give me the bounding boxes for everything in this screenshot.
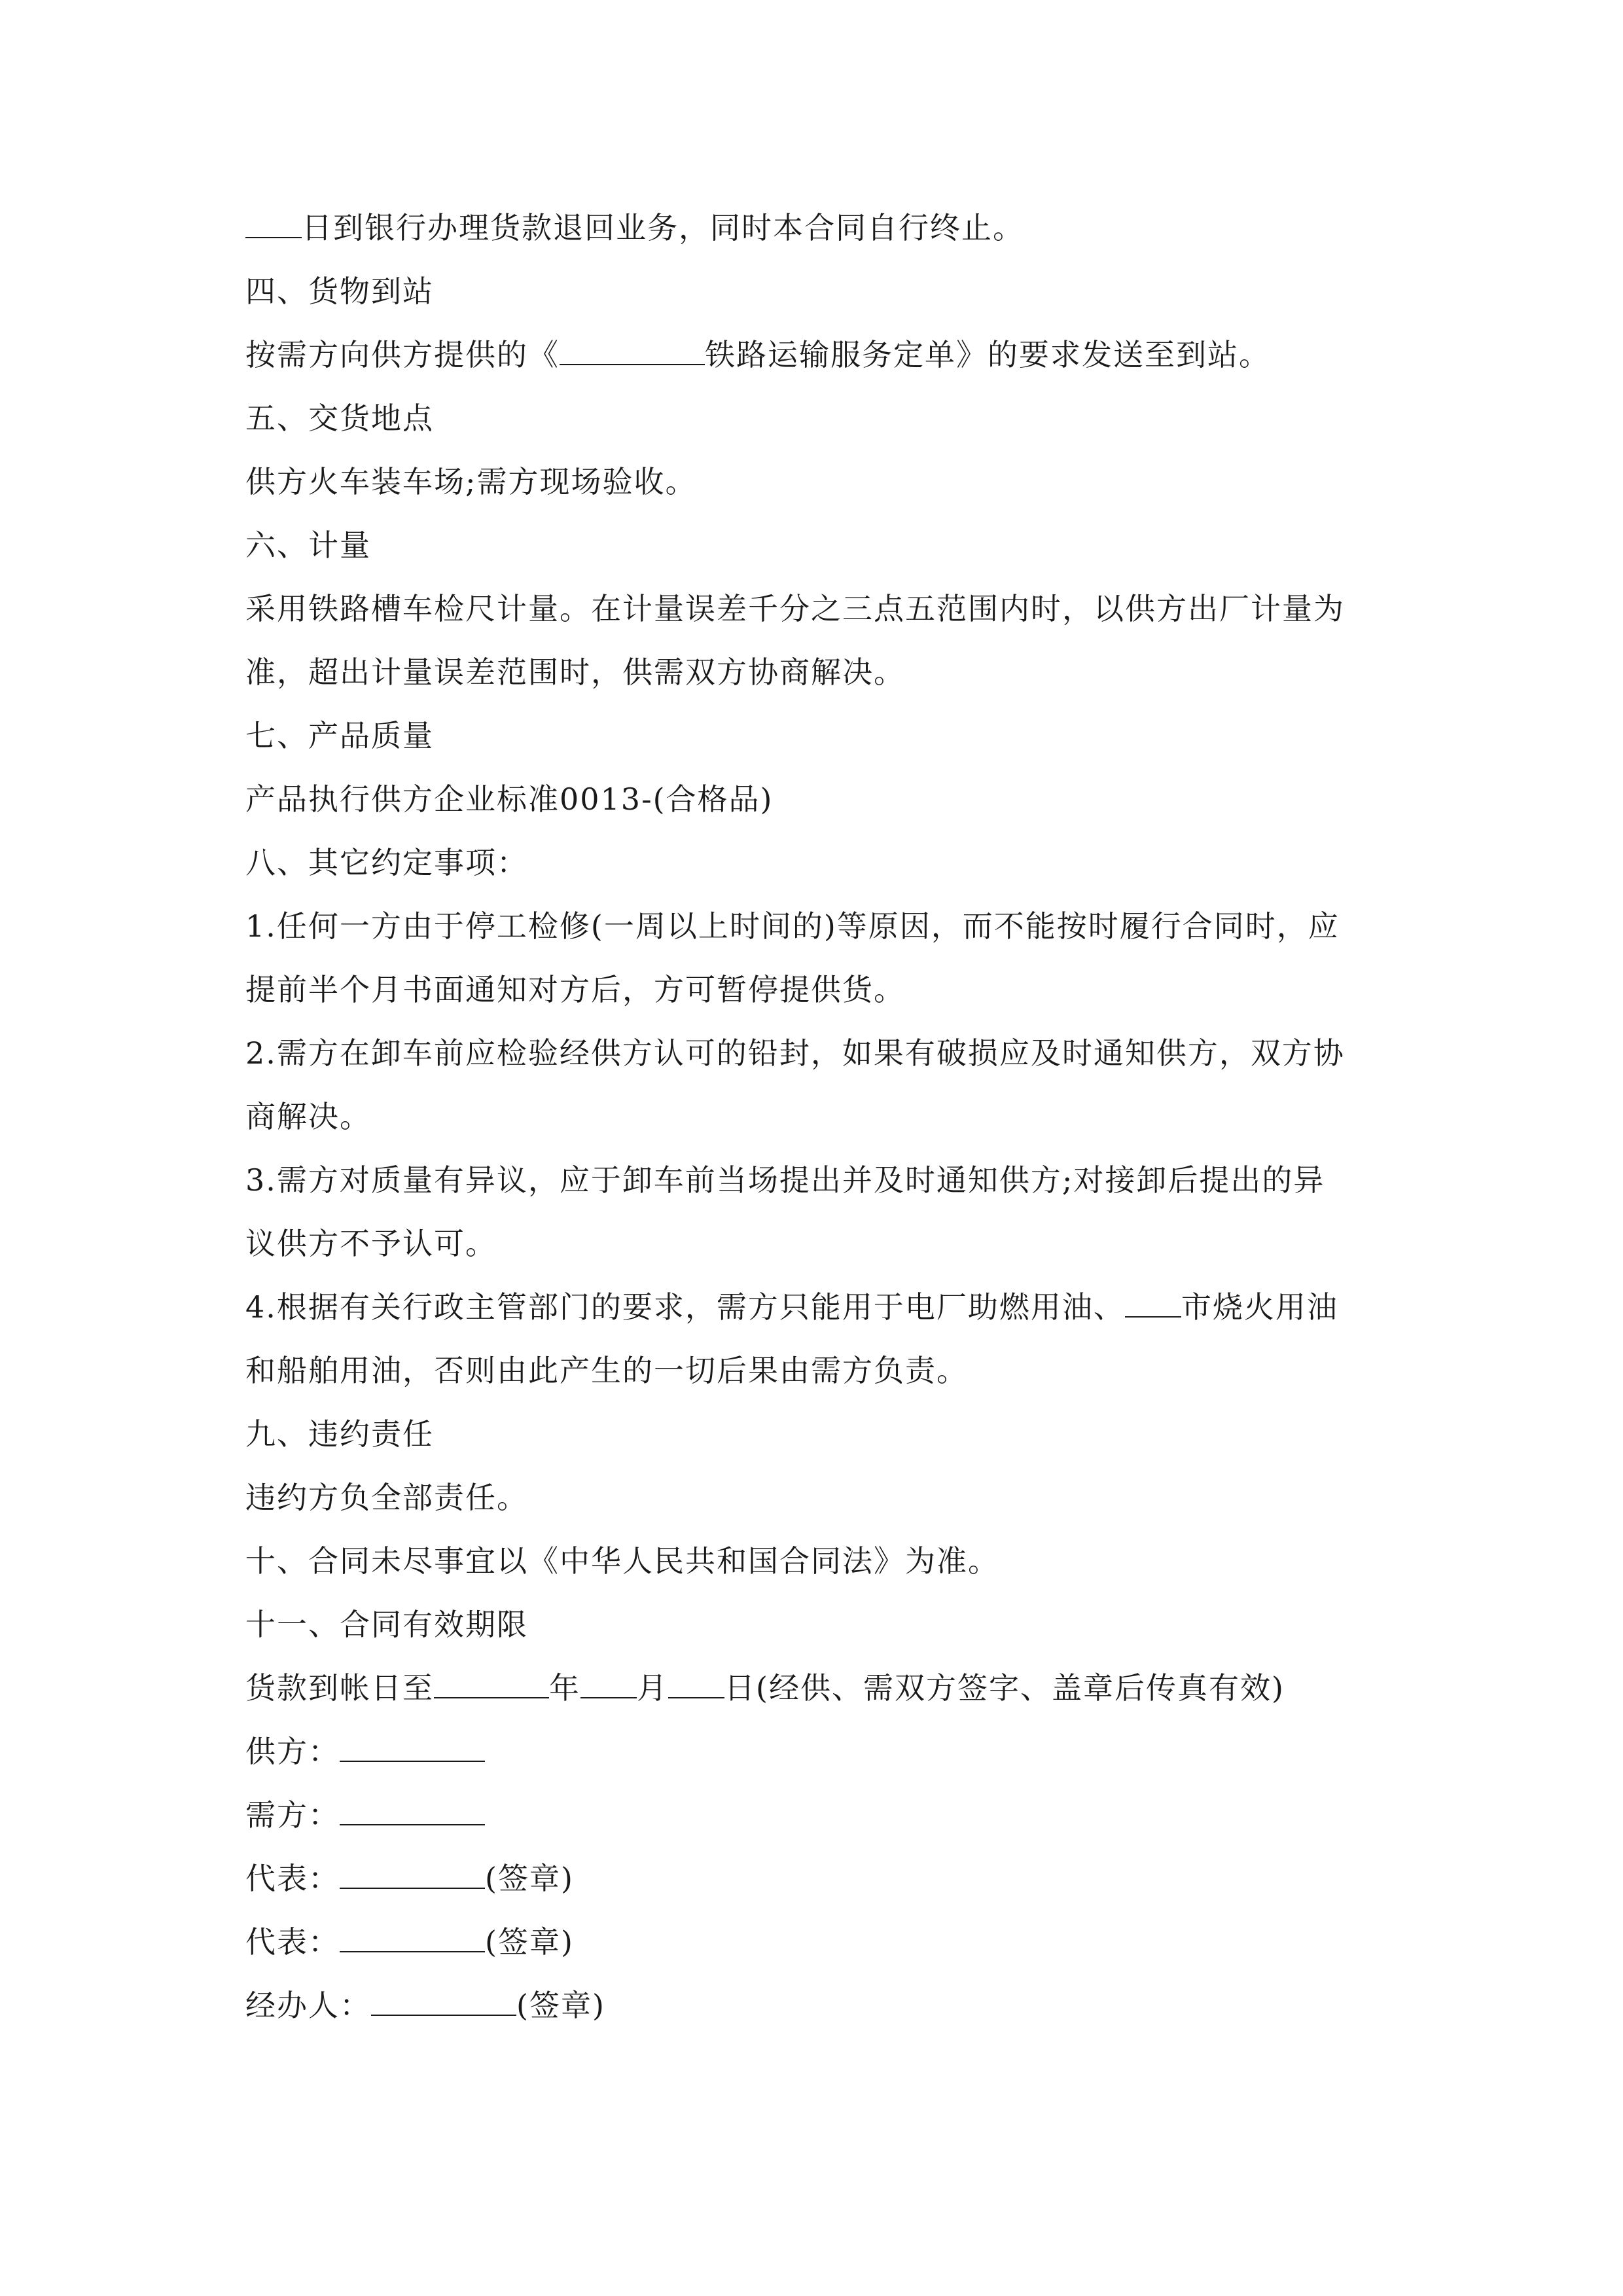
blank-field (340, 1861, 485, 1889)
text: 按需方向供方提供的《 (245, 337, 560, 372)
paragraph-destination (245, 323, 1397, 387)
term-3-line-2: 议供方不予认可。 (245, 1226, 497, 1261)
blank-field (371, 1988, 516, 2016)
term-4-line-2: 和船舶用油，否则由此产生的一切后果由需方负责。 (245, 1353, 968, 1388)
blank-field (560, 338, 705, 365)
signature-supplier (245, 1720, 1397, 1784)
blank-field (1125, 1290, 1181, 1318)
heading-validity: 十一、合同有效期限 (245, 1607, 528, 1642)
text: 日(经供、需双方签字、盖章后传真有效) (724, 1670, 1285, 1706)
signature-handler (245, 1974, 1397, 2037)
seal-note: (签章) (485, 1924, 574, 1960)
blank-field-day (668, 1671, 724, 1698)
paragraph-quality: 产品执行供方企业标准0013-(合格品) (245, 781, 774, 817)
term-1-line-1: 1.任何一方由于停工检修(一周以上时间的)等原因，而不能按时履行合同时，应 (245, 908, 1340, 944)
text: 货款到帐日至 (245, 1670, 434, 1706)
heading-liability: 九、违约责任 (245, 1416, 434, 1452)
heading-other-terms: 八、其它约定事项： (245, 845, 528, 880)
heading-destination: 四、货物到站 (245, 274, 434, 309)
seal-note: (签章) (516, 1988, 605, 2023)
signature-buyer (245, 1784, 1397, 1847)
paragraph-refund (245, 196, 1397, 260)
signature-representative-1 (245, 1847, 1397, 1910)
blank-field (245, 211, 302, 238)
label: 代表： (245, 1924, 340, 1960)
paragraph-measurement-1: 采用铁路槽车检尺计量。在计量误差千分之三点五范围内时，以供方出厂计量为 (245, 591, 1345, 626)
paragraph-measurement-2: 准，超出计量误差范围时，供需双方协商解决。 (245, 655, 905, 690)
paragraph-validity (245, 1657, 1397, 1720)
paragraph-delivery-location: 供方火车装车场;需方现场验收。 (245, 464, 697, 499)
label: 经办人： (245, 1988, 371, 2023)
label: 代表： (245, 1861, 340, 1896)
text: 年 (549, 1670, 580, 1706)
blank-field (340, 1925, 485, 1952)
text: 4.根据有关行政主管部门的要求，需方只能用于电厂助燃用油、 (245, 1289, 1125, 1325)
text: 月 (637, 1670, 668, 1706)
signature-representative-2 (245, 1910, 1397, 1974)
blank-field-year (434, 1671, 549, 1698)
blank-field (340, 1734, 485, 1762)
heading-delivery-location: 五、交货地点 (245, 401, 434, 436)
term-3-line-1: 3.需方对质量有异议，应于卸车前当场提出并及时通知供方;对接卸后提出的异 (245, 1162, 1325, 1198)
blank-field (340, 1798, 485, 1825)
heading-measurement: 六、计量 (245, 528, 371, 563)
seal-note: (签章) (485, 1861, 574, 1896)
term-2-line-1: 2.需方在卸车前应检验经供方认可的铅封，如果有破损应及时通知供方，双方协 (245, 1035, 1345, 1071)
term-1-line-2: 提前半个月书面通知对方后，方可暂停提供货。 (245, 972, 905, 1007)
heading-quality: 七、产品质量 (245, 718, 434, 753)
label: 供方： (245, 1734, 340, 1769)
label: 需方： (245, 1797, 340, 1833)
blank-field-month (580, 1671, 637, 1698)
text: 市烧火用油 (1181, 1289, 1338, 1325)
term-2-line-2: 商解决。 (245, 1099, 371, 1134)
text: 铁路运输服务定单》的要求发送至到站。 (705, 337, 1270, 372)
heading-governing-law: 十、合同未尽事宜以《中华人民共和国合同法》为准。 (245, 1543, 999, 1579)
term-4-line-1 (245, 1276, 1397, 1339)
contract-body (245, 196, 1397, 2037)
text: 日到银行办理货款退回业务，同时本合同自行终止。 (302, 210, 1024, 245)
paragraph-liability: 违约方负全部责任。 (245, 1480, 528, 1515)
